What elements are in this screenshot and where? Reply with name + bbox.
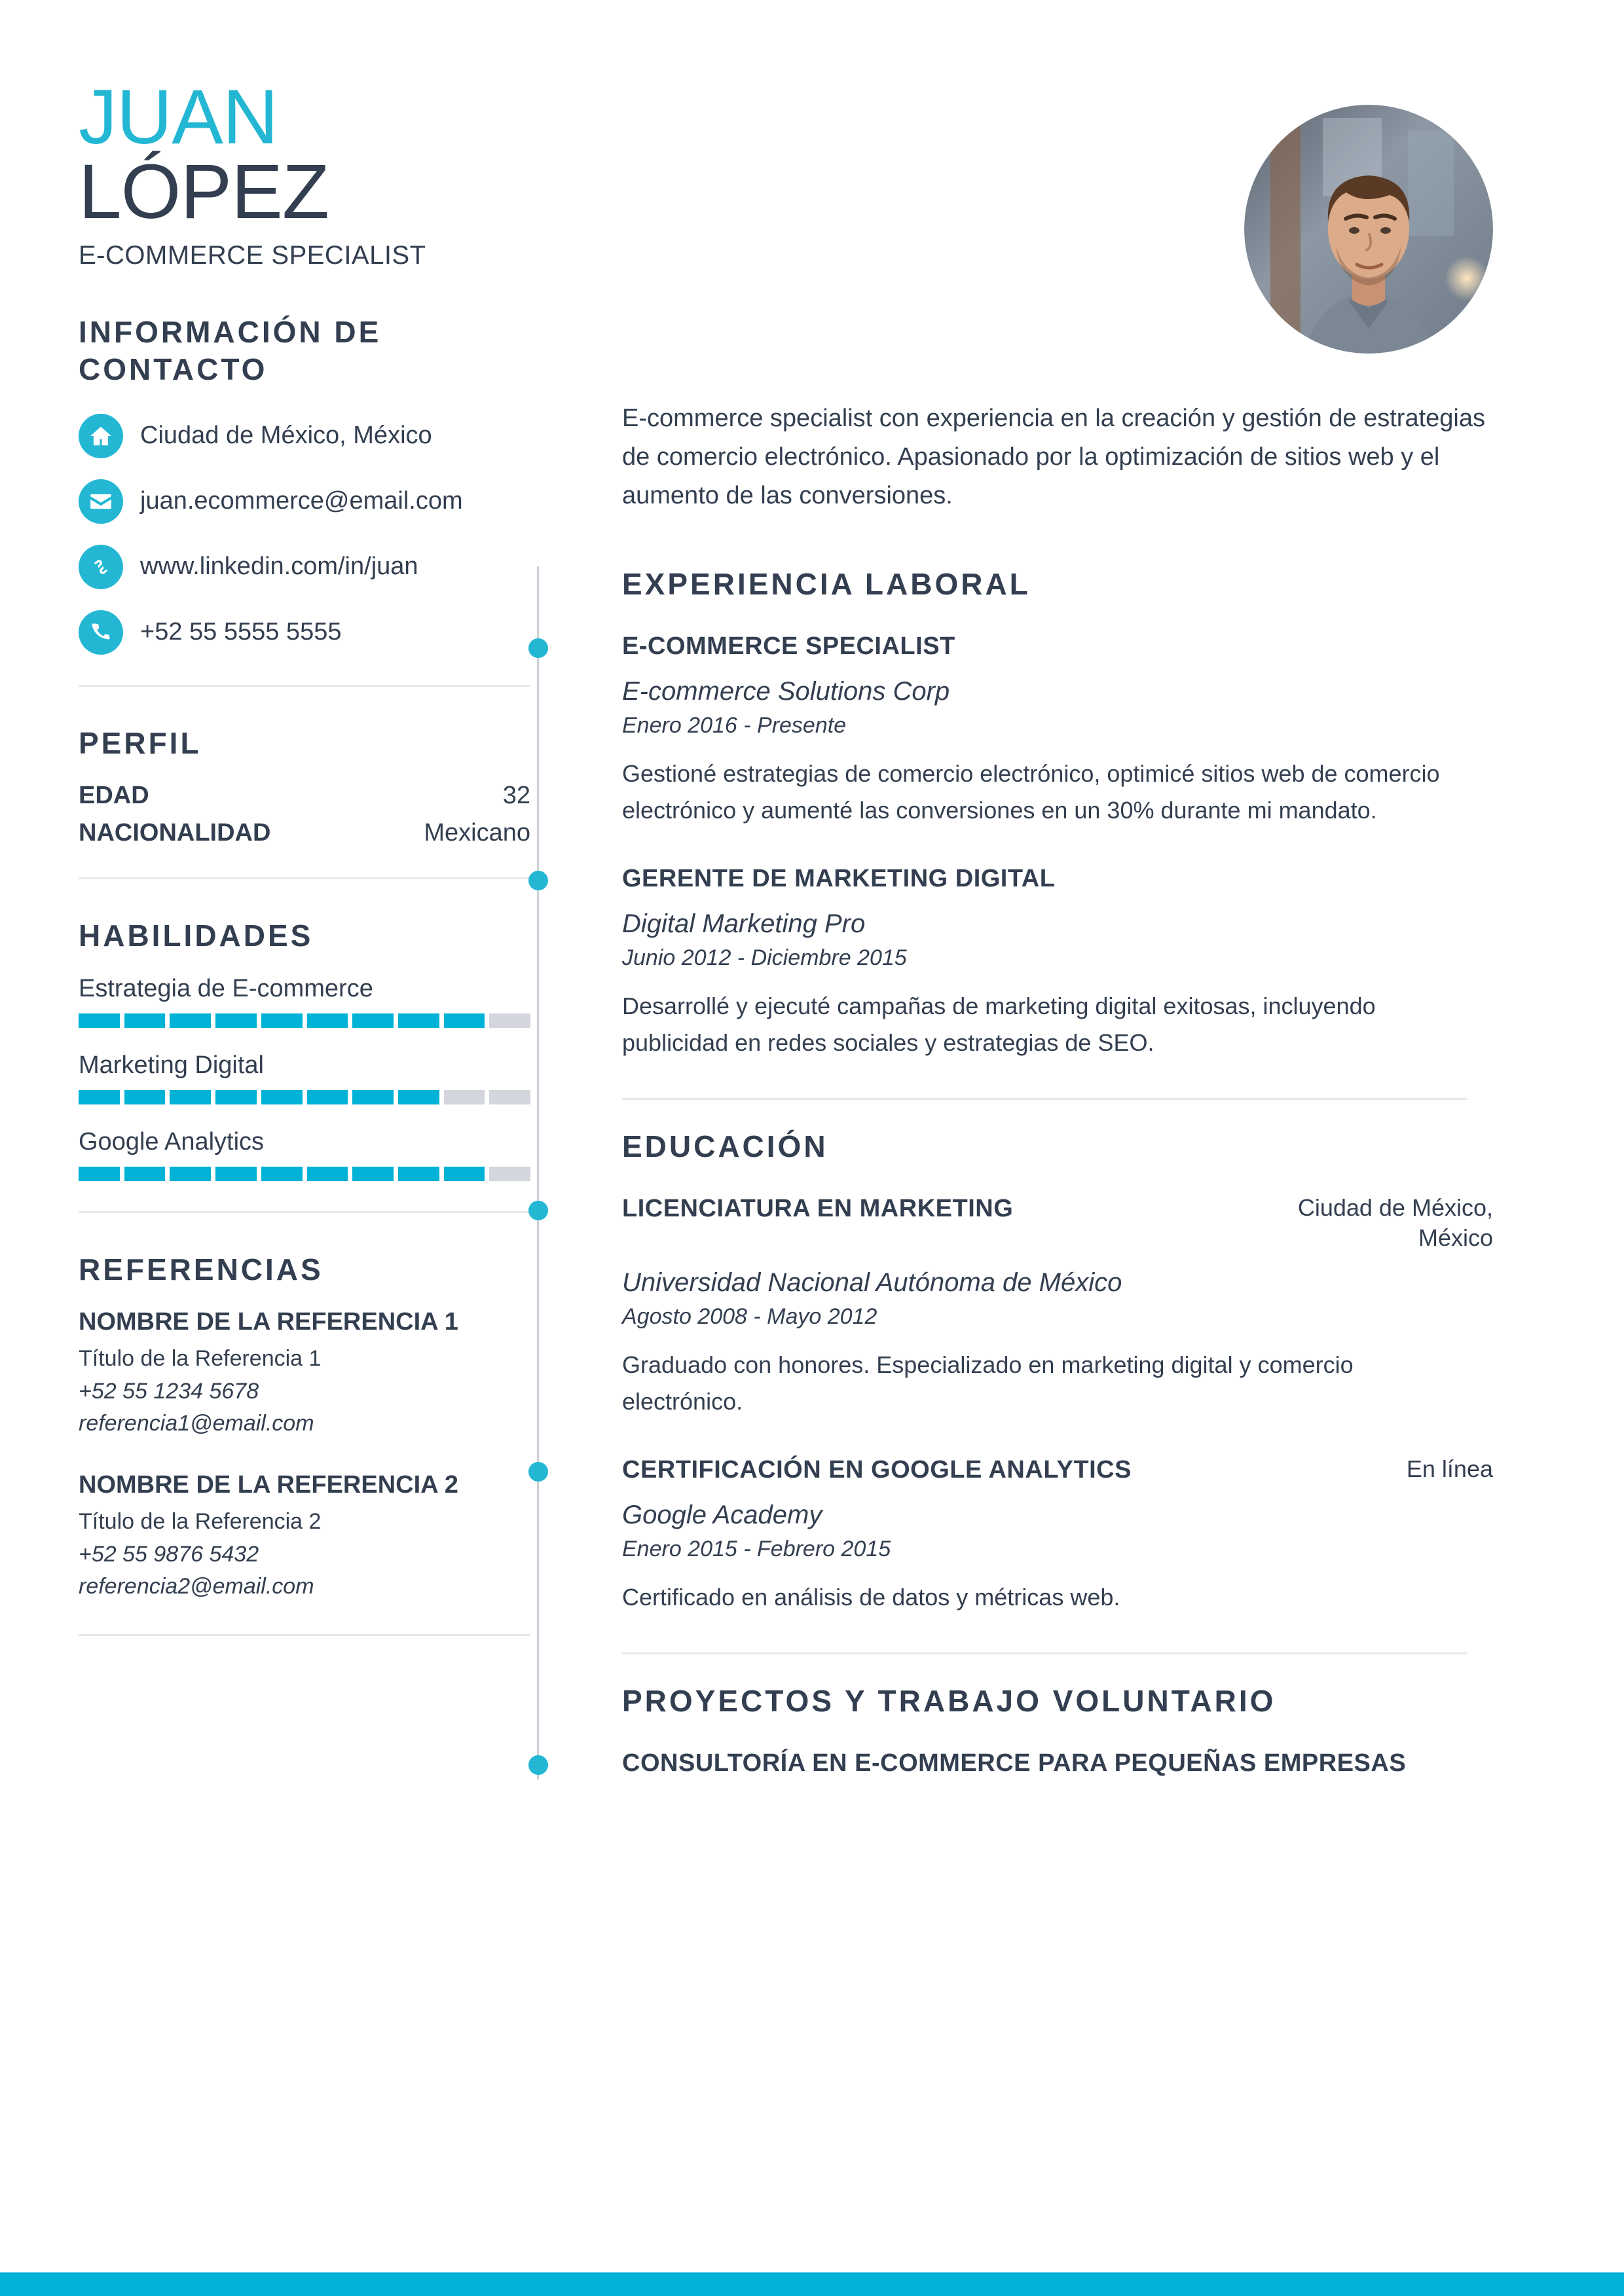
education-entry-title: CERTIFICACIÓN EN GOOGLE ANALYTICS: [622, 1455, 1132, 1484]
timeline-line: [537, 566, 539, 1780]
skill-item: [79, 1051, 537, 1104]
skill-item: [79, 1128, 537, 1181]
skill-segment: [170, 1167, 211, 1181]
education-entry-header: [622, 1454, 1493, 1486]
home-icon: [79, 414, 123, 458]
skill-segment: [352, 1013, 394, 1028]
timeline-dot: [528, 1462, 548, 1482]
divider-references-bottom: [79, 1634, 530, 1636]
skill-item: [79, 975, 537, 1028]
reference-item: [79, 1471, 537, 1603]
experience-entry-date: Enero 2016 - Presente: [622, 713, 847, 738]
skill-segment: [215, 1013, 257, 1028]
skills-list: [79, 975, 537, 1181]
timeline-dot: [528, 1201, 548, 1220]
divider-skills-references: [79, 1211, 530, 1213]
timeline: [537, 566, 1493, 1780]
sidebar: [0, 0, 537, 1813]
divider-contact-profile: [79, 685, 530, 687]
profile-heading: PERFIL: [79, 725, 202, 760]
link-icon: [79, 545, 123, 589]
profile-value-nationality: Mexicano: [424, 819, 530, 847]
skill-segment: [79, 1167, 120, 1181]
skill-segment: [489, 1167, 530, 1181]
contact-list: [79, 414, 537, 655]
skill-segment: [261, 1090, 303, 1104]
skill-segment: [215, 1167, 257, 1181]
profile-label-age: EDAD: [79, 782, 149, 810]
profile-rows: [79, 782, 537, 847]
skill-segment: [444, 1013, 485, 1028]
reference-email: referencia1@email.com: [79, 1410, 314, 1436]
skill-segment: [124, 1013, 166, 1028]
reference-phone: +52 55 1234 5678: [79, 1378, 259, 1404]
experience-entries: [622, 630, 1493, 1061]
timeline-dot: [528, 638, 548, 658]
education-entry-location: En línea: [1406, 1455, 1493, 1482]
skill-segment: [215, 1090, 257, 1104]
skill-segment: [307, 1167, 348, 1181]
skill-segment: [489, 1013, 530, 1028]
contact-item-phone[interactable]: [79, 610, 537, 655]
experience-entry-date: Junio 2012 - Diciembre 2015: [622, 945, 907, 971]
education-entry-location: Ciudad de México, México: [1297, 1194, 1493, 1252]
timeline-dot: [528, 1755, 548, 1775]
experience-entry: [622, 863, 1493, 1061]
experience-entry-description: Gestioné estrategias de comercio electrónico, optimicé sitios web de comercio electrónico y aumenté las conversiones en un 30% durante mi mandato.: [622, 760, 1440, 824]
contact-item-email[interactable]: [79, 479, 537, 524]
reference-item: [79, 1308, 537, 1440]
contact-location-text: Ciudad de México, México: [140, 422, 432, 450]
name-block: [79, 74, 537, 270]
summary-text: E-commerce specialist con experiencia en la creación y gestión de estrategias de comercio electrónico. Apasionado por la optimización de sitios web y el aumento de las conversiones.: [622, 405, 1485, 509]
projects-heading: PROYECTOS Y TRABAJO VOLUNTARIO: [622, 1684, 1276, 1719]
main-content: [537, 0, 1624, 1813]
skill-name: Estrategia de E-commerce: [79, 974, 373, 1002]
skill-segment: [444, 1090, 485, 1104]
skill-segment: [489, 1090, 530, 1104]
divider-profile-skills: [79, 877, 530, 879]
experience-entry-organization: E-commerce Solutions Corp: [622, 677, 950, 706]
skill-segment: [170, 1013, 211, 1028]
education-heading: EDUCACIÓN: [622, 1129, 828, 1163]
skill-segment: [124, 1090, 166, 1104]
profile-row-nationality: [79, 819, 530, 847]
reference-title: Título de la Referencia 2: [79, 1509, 322, 1535]
skill-segment: [79, 1013, 120, 1028]
education-entry: [622, 1454, 1493, 1616]
skill-bar: [79, 1167, 530, 1181]
reference-name: NOMBRE DE LA REFERENCIA 2: [79, 1471, 458, 1499]
education-entry-date: Enero 2015 - Febrero 2015: [622, 1537, 891, 1562]
experience-entry-title: GERENTE DE MARKETING DIGITAL: [622, 864, 1056, 892]
profile-value-age: 32: [502, 782, 530, 810]
contact-item-location[interactable]: [79, 414, 537, 458]
projects-entries: [622, 1747, 1493, 1779]
experience-entry: [622, 630, 1493, 829]
reference-title: Título de la Referencia 1: [79, 1346, 322, 1372]
reference-name: NOMBRE DE LA REFERENCIA 1: [79, 1308, 458, 1336]
education-entry-organization: Universidad Nacional Autónoma de México: [622, 1268, 1122, 1298]
skill-bar: [79, 1090, 530, 1104]
contact-linkedin-text: www.linkedin.com/in/juan: [140, 553, 418, 581]
references-list: [79, 1308, 537, 1603]
education-entry: [622, 1193, 1493, 1420]
skill-segment: [398, 1013, 439, 1028]
phone-icon: [79, 610, 123, 655]
experience-entry-header: [622, 863, 1493, 895]
project-entry: [622, 1747, 1493, 1779]
reference-phone: +52 55 9876 5432: [79, 1541, 259, 1567]
skill-segment: [170, 1090, 211, 1104]
first-name: JUAN: [79, 74, 278, 160]
education-entries: [622, 1193, 1493, 1616]
experience-entry-title: E-COMMERCE SPECIALIST: [622, 632, 955, 660]
skill-bar: [79, 1013, 530, 1028]
education-entry-description: Certificado en análisis de datos y métricas web.: [622, 1584, 1120, 1611]
divider-experience-education: [622, 1098, 1467, 1100]
project-entry-header: [622, 1747, 1493, 1779]
contact-phone-text: +52 55 5555 5555: [140, 618, 342, 646]
contact-heading: INFORMACIÓN DE CONTACTO: [79, 314, 382, 387]
skill-segment: [307, 1090, 348, 1104]
footer-accent-bar: [0, 2272, 1624, 2296]
skill-segment: [79, 1090, 120, 1104]
skill-segment: [352, 1090, 394, 1104]
last-name: LÓPEZ: [79, 149, 329, 235]
job-title: E-COMMERCE SPECIALIST: [79, 240, 426, 270]
divider-education-projects: [622, 1652, 1467, 1654]
skill-segment: [307, 1013, 348, 1028]
skill-name: Marketing Digital: [79, 1051, 264, 1079]
experience-heading: EXPERIENCIA LABORAL: [622, 566, 1031, 601]
experience-entry-description: Desarrollé y ejecuté campañas de marketing digital exitosas, incluyendo publicidad en redes sociales y estrategias de SEO.: [622, 993, 1376, 1056]
education-entry-description: Graduado con honores. Especializado en marketing digital y comercio electrónico.: [622, 1351, 1354, 1415]
education-entry-title: LICENCIATURA EN MARKETING: [622, 1194, 1014, 1222]
contact-email-text: juan.ecommerce@email.com: [140, 487, 463, 515]
skill-segment: [444, 1167, 485, 1181]
education-entry-organization: Google Academy: [622, 1501, 822, 1530]
project-entry-title: CONSULTORÍA EN E-COMMERCE PARA PEQUEÑAS EMPRESAS: [622, 1749, 1407, 1777]
profile-row-age: [79, 782, 530, 810]
profile-label-nationality: NACIONALIDAD: [79, 819, 271, 847]
skill-segment: [261, 1013, 303, 1028]
skill-name: Google Analytics: [79, 1127, 265, 1156]
skill-segment: [124, 1167, 166, 1181]
skill-segment: [398, 1090, 439, 1104]
references-heading: REFERENCIAS: [79, 1252, 323, 1286]
experience-entry-organization: Digital Marketing Pro: [622, 909, 866, 939]
reference-email: referencia2@email.com: [79, 1573, 314, 1599]
skill-segment: [352, 1167, 394, 1181]
envelope-icon: [79, 479, 123, 524]
contact-item-linkedin[interactable]: [79, 545, 537, 589]
experience-entry-header: [622, 630, 1493, 663]
timeline-dot: [528, 871, 548, 890]
education-entry-header: [622, 1193, 1493, 1254]
skills-heading: HABILIDADES: [79, 919, 314, 953]
skill-segment: [261, 1167, 303, 1181]
education-entry-date: Agosto 2008 - Mayo 2012: [622, 1304, 877, 1330]
skill-segment: [398, 1167, 439, 1181]
